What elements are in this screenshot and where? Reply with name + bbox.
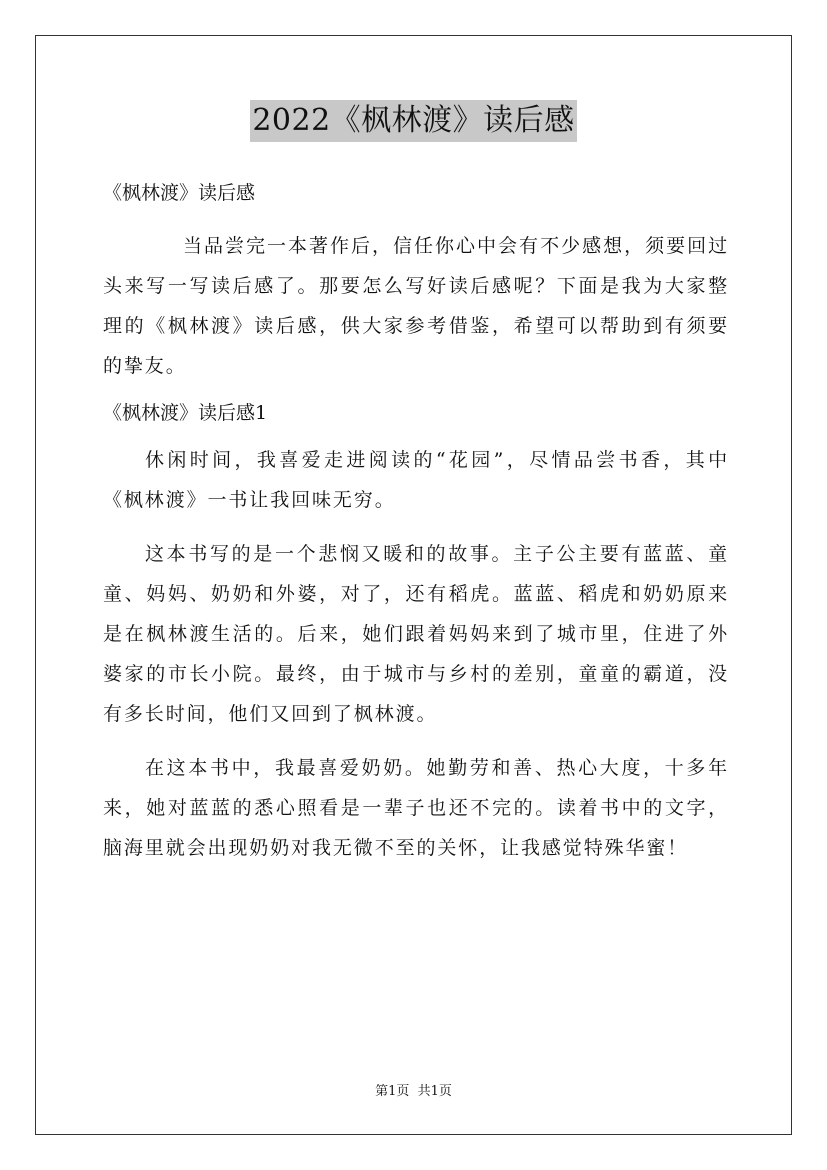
intro-paragraph: 当品尝完一本著作后，信任你心中会有不少感想，须要回过头来写一写读后感了。那要怎么写好读后感呢？下面是我为大家整理的《枫林渡》读后感，供大家参考借鉴，希望可以帮助到有须要的挚友。 xyxy=(103,235,729,377)
document-title: 2022《枫林渡》读后感 xyxy=(250,100,576,142)
page-footer xyxy=(0,1083,827,1101)
title-container xyxy=(0,100,827,142)
section-heading: 《枫林渡》读后感1 xyxy=(103,402,268,424)
page-number-label: 第1页 共1页 xyxy=(375,1084,452,1099)
body-paragraph-3: 在这本书中，我最喜爱奶奶。她勤劳和善、热心大度，十多年来，她对蓝蓝的悉心照看是一辈子也还不完的。读着书中的文字，脑海里就会出现奶奶对我无微不至的关怀，让我感觉特殊华蜜！ xyxy=(103,757,729,859)
body-paragraph-1: 休闲时间，我喜爱走进阅读的“花园”，尽情品尝书香，其中《枫林渡》一书让我回味无穷。 xyxy=(103,449,729,511)
intro-heading: 《枫林渡》读后感 xyxy=(103,182,256,204)
document-body xyxy=(103,172,729,868)
body-paragraph-2: 这本书写的是一个悲悯又暖和的故事。主子公主要有蓝蓝、童童、妈妈、奶奶和外婆，对了，还有稻虎。蓝蓝、稻虎和奶奶原来是在枫林渡生活的。后来，她们跟着妈妈来到了城市里，住进了外婆家的市长小院。最终，由于城市与乡村的差别，童童的霸道，没有多长时间，他们又回到了枫林渡。 xyxy=(103,543,729,725)
